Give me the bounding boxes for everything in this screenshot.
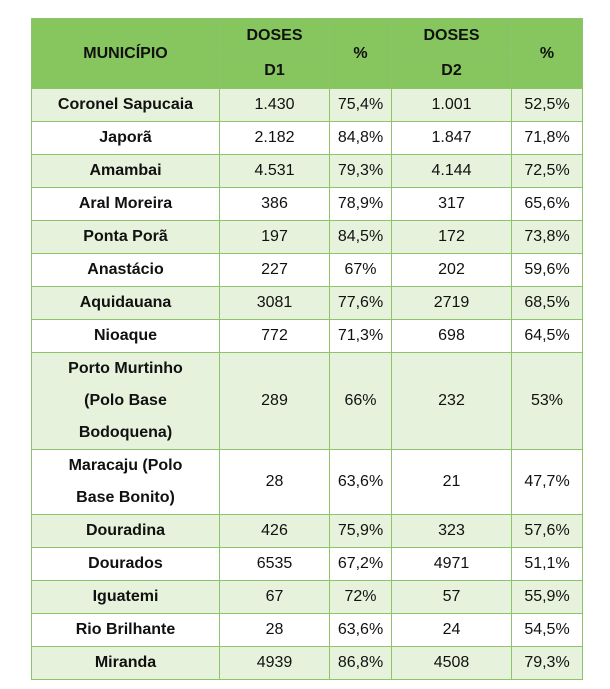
cell-municipio: [32, 647, 220, 680]
cell-d2: 202: [392, 254, 512, 287]
table-row: [32, 353, 583, 450]
municipio-line: Base Bonito): [76, 489, 175, 506]
table-row: [32, 320, 583, 353]
cell-d1: 2.182: [220, 122, 330, 155]
cell-pct2: 53%: [512, 353, 583, 450]
table-row: [32, 221, 583, 254]
cell-pct1: 84,8%: [330, 122, 392, 155]
cell-d2: 2719: [392, 287, 512, 320]
cell-municipio: [32, 155, 220, 188]
cell-pct1: 86,8%: [330, 647, 392, 680]
cell-d1: 6535: [220, 548, 330, 581]
cell-municipio: [32, 353, 220, 450]
municipio-line: Anastácio: [87, 261, 164, 278]
cell-pct2: 57,6%: [512, 515, 583, 548]
cell-d1: 227: [220, 254, 330, 287]
cell-municipio: [32, 254, 220, 287]
cell-municipio: [32, 188, 220, 221]
cell-municipio: [32, 89, 220, 122]
cell-d1: 4.531: [220, 155, 330, 188]
cell-municipio: [32, 548, 220, 581]
table-row: [32, 548, 583, 581]
municipio-line: Coronel Sapucaia: [57, 96, 194, 113]
header-doses-d2-top: DOSES: [392, 19, 512, 54]
table-row: [32, 614, 583, 647]
cell-d2: 24: [392, 614, 512, 647]
cell-d1: 3081: [220, 287, 330, 320]
cell-municipio: [32, 515, 220, 548]
municipio-line: Ponta Porã: [83, 228, 168, 245]
table-row: [32, 188, 583, 221]
cell-pct2: 55,9%: [512, 581, 583, 614]
cell-pct1: 71,3%: [330, 320, 392, 353]
cell-pct2: 65,6%: [512, 188, 583, 221]
cell-pct2: 51,1%: [512, 548, 583, 581]
municipio-line: (Polo Base: [84, 392, 167, 409]
municipio-line: Iguatemi: [92, 588, 159, 605]
cell-municipio: [32, 287, 220, 320]
cell-d2: 21: [392, 450, 512, 515]
cell-pct1: 67%: [330, 254, 392, 287]
cell-municipio: [32, 320, 220, 353]
cell-d1: 28: [220, 450, 330, 515]
cell-d1: 4939: [220, 647, 330, 680]
cell-d2: 57: [392, 581, 512, 614]
table-body: [32, 89, 583, 680]
cell-d2: 323: [392, 515, 512, 548]
municipio-line: Nioaque: [93, 327, 158, 344]
cell-pct1: 77,6%: [330, 287, 392, 320]
cell-d1: 197: [220, 221, 330, 254]
table-row: [32, 254, 583, 287]
table-row: [32, 89, 583, 122]
municipio-line: Aquidauana: [79, 294, 172, 311]
cell-d2: 4971: [392, 548, 512, 581]
municipio-line: Maracaju (Polo: [68, 457, 183, 474]
table-row: [32, 122, 583, 155]
table-header: [32, 19, 583, 89]
cell-pct1: 67,2%: [330, 548, 392, 581]
cell-d1: 67: [220, 581, 330, 614]
cell-d1: 1.430: [220, 89, 330, 122]
table-row: [32, 450, 583, 515]
cell-pct2: 54,5%: [512, 614, 583, 647]
cell-pct1: 79,3%: [330, 155, 392, 188]
table-row: [32, 155, 583, 188]
cell-pct1: 84,5%: [330, 221, 392, 254]
header-doses-d1-bottom: D1: [220, 54, 330, 89]
cell-d1: 772: [220, 320, 330, 353]
cell-d2: 232: [392, 353, 512, 450]
cell-pct2: 64,5%: [512, 320, 583, 353]
cell-pct1: 75,9%: [330, 515, 392, 548]
municipio-line: Amambai: [89, 162, 162, 179]
cell-municipio: [32, 450, 220, 515]
table-row: [32, 581, 583, 614]
cell-d2: 317: [392, 188, 512, 221]
municipio-line: Miranda: [94, 654, 157, 671]
cell-pct1: 75,4%: [330, 89, 392, 122]
header-municipio: MUNICÍPIO: [32, 19, 220, 89]
cell-pct2: 71,8%: [512, 122, 583, 155]
header-doses-d1-top: DOSES: [220, 19, 330, 54]
table-row: [32, 287, 583, 320]
municipio-line: Dourados: [88, 555, 163, 572]
table-row: [32, 647, 583, 680]
cell-pct1: 72%: [330, 581, 392, 614]
cell-municipio: [32, 221, 220, 254]
vaccination-table: [31, 18, 583, 680]
header-doses-d2-bottom: D2: [392, 54, 512, 89]
cell-d1: 426: [220, 515, 330, 548]
cell-d1: 386: [220, 188, 330, 221]
cell-pct1: 66%: [330, 353, 392, 450]
municipio-line: Douradina: [85, 522, 166, 539]
cell-pct1: 78,9%: [330, 188, 392, 221]
cell-d2: 4508: [392, 647, 512, 680]
header-pct-d2: %: [512, 19, 583, 89]
cell-pct2: 68,5%: [512, 287, 583, 320]
cell-d2: 1.847: [392, 122, 512, 155]
cell-municipio: [32, 581, 220, 614]
cell-d1: 28: [220, 614, 330, 647]
cell-d2: 4.144: [392, 155, 512, 188]
cell-pct2: 59,6%: [512, 254, 583, 287]
municipio-line: Bodoquena): [78, 424, 173, 441]
cell-pct2: 79,3%: [512, 647, 583, 680]
cell-d2: 1.001: [392, 89, 512, 122]
municipio-line: Aral Moreira: [78, 195, 173, 212]
header-pct-d1: %: [330, 19, 392, 89]
cell-pct2: 72,5%: [512, 155, 583, 188]
municipio-line: Japorã: [99, 129, 152, 146]
cell-pct2: 47,7%: [512, 450, 583, 515]
cell-municipio: [32, 122, 220, 155]
cell-d2: 172: [392, 221, 512, 254]
cell-pct1: 63,6%: [330, 614, 392, 647]
cell-pct2: 52,5%: [512, 89, 583, 122]
cell-municipio: [32, 614, 220, 647]
cell-pct2: 73,8%: [512, 221, 583, 254]
cell-pct1: 63,6%: [330, 450, 392, 515]
cell-d2: 698: [392, 320, 512, 353]
table-row: [32, 515, 583, 548]
municipio-line: Porto Murtinho: [68, 360, 183, 377]
cell-d1: 289: [220, 353, 330, 450]
municipio-line: Rio Brilhante: [75, 621, 176, 638]
